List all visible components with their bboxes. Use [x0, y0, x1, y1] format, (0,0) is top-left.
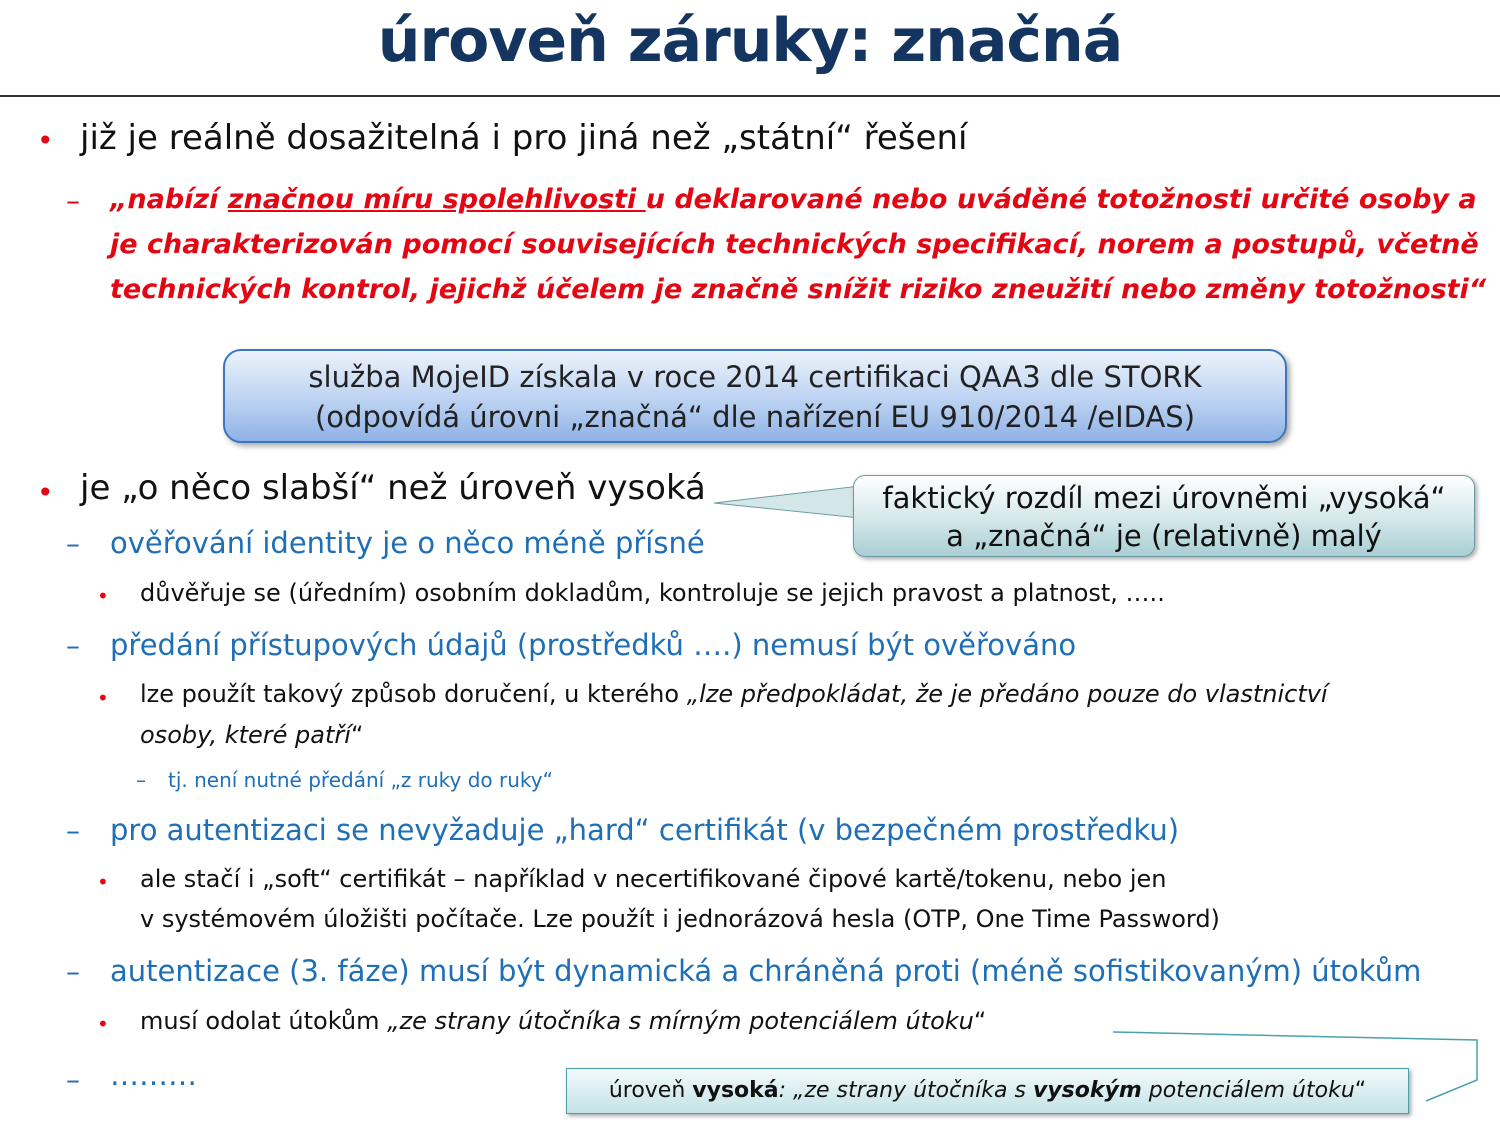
dash-icon: – [66, 814, 80, 847]
dash-icon: – [66, 629, 80, 662]
list-item: musí odolat útokům „ze strany útočníka s mírným potenciálem útoku“ [140, 1007, 987, 1035]
list-item: autentizace (3. fáze) musí být dynamická a chráněná proti (méně sofistikovaným) útokům [110, 954, 1422, 988]
bullet-icon: • [97, 1012, 109, 1036]
dash-icon: – [66, 184, 80, 217]
callout-pointer [714, 486, 860, 518]
mojeid-callout-line2: (odpovídá úrovni „značná“ dle nařízení EU 910/2014 /eIDAS) [314, 400, 1196, 434]
list-item: ověřování identity je o něco méně přísné [110, 526, 705, 560]
list-item: důvěřuje se (úředním) osobním dokladům, kontroluje se jejich pravost a platnost, ….. [140, 579, 1165, 607]
list-item: předání přístupových údajů (prostředků ….) nemusí být ověřováno [110, 628, 1077, 662]
bullet-icon: • [97, 686, 109, 710]
quote-line-1: „nabízí značnou míru spolehlivosti u deklarované nebo uváděné totožnosti určité osoby a [110, 184, 1477, 215]
high-level-callout: úroveň vysoká: „ze strany útočníka s vysokým potenciálem útoku“ [566, 1068, 1409, 1114]
difference-callout [853, 475, 1475, 557]
quote-line-2: je charakterizován pomocí souvisejících technických specifikací, norem a postupů, včetně [110, 229, 1479, 260]
bullet-icon: • [97, 584, 109, 608]
page-title: úroveň záruky: značná [377, 6, 1123, 76]
list-item: tj. není nutné předání „z ruky do ruky“ [168, 768, 553, 792]
mojeid-callout-line1: služba MojeID získala v roce 2014 certifikaci QAA3 dle STORK [308, 360, 1202, 394]
difference-callout-line1: faktický rozdíl mezi úrovněmi „vysoká“ [882, 481, 1446, 515]
section2-heading: je „o něco slabší“ než úroveň vysoká [80, 468, 706, 508]
difference-callout-line2: a „značná“ je (relativně) malý [946, 519, 1382, 553]
bullet-icon: • [97, 870, 109, 894]
quote-line-3: technických kontrol, jejichž účelem je značně snížit riziko zneužití nebo změny totožnosti“ [110, 274, 1487, 305]
dash-icon: – [136, 768, 146, 792]
section1-heading: již je reálně dosažitelná i pro jiná než „státní“ řešení [80, 118, 968, 158]
dash-icon: – [66, 955, 80, 988]
bullet-icon: • [37, 124, 54, 157]
list-item: pro autentizaci se nevyžaduje „hard“ certifikát (v bezpečném prostředku) [110, 813, 1180, 847]
underlined-phrase: značnou míru spolehlivosti [227, 184, 646, 215]
list-item: lze použít takový způsob doručení, u kterého „lze předpokládat, že je předáno pouze do vlastnictví [140, 680, 1328, 708]
list-item-continuation: osoby, které patří“ [140, 721, 364, 749]
dash-icon: – [66, 1063, 80, 1096]
list-item: ale stačí i „soft“ certifikát – například v necertifikované čipové kartě/tokenu, nebo jen [140, 865, 1167, 893]
list-item-continuation: v systémovém úložišti počítače. Lze použít i jednorázová hesla (OTP, One Time Password) [140, 905, 1220, 933]
dash-icon: – [66, 527, 80, 560]
list-item: ……… [110, 1058, 197, 1092]
bullet-icon: • [37, 476, 54, 509]
